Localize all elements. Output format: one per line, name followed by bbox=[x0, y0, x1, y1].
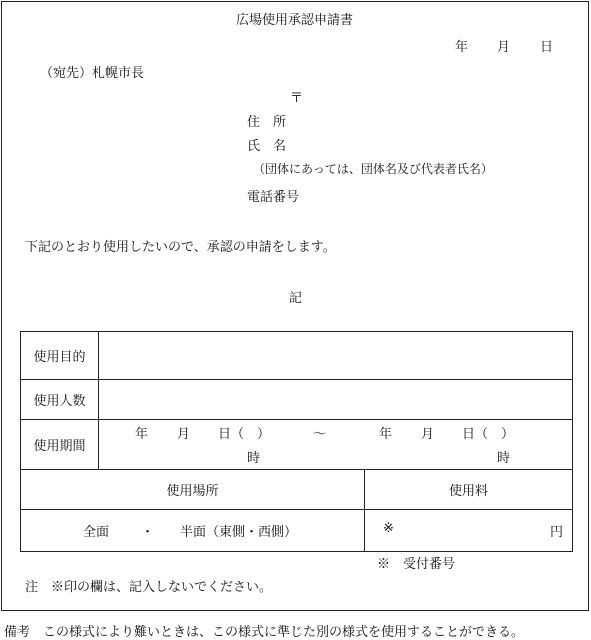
people-label: 使用人数 bbox=[21, 380, 99, 420]
place-label: 使用場所 bbox=[21, 470, 365, 510]
place-half: 半面（東側・西側） bbox=[180, 525, 298, 540]
fee-field bbox=[365, 510, 573, 552]
start-day: 日（ ） bbox=[218, 427, 271, 442]
period-tilde: ～ bbox=[313, 427, 327, 442]
note-text: 注 ※印の欄は、記入しないでください。 bbox=[25, 580, 273, 595]
start-year: 年 bbox=[135, 427, 149, 442]
people-field[interactable] bbox=[99, 380, 573, 420]
purpose-field[interactable] bbox=[99, 332, 573, 380]
period-label: 使用期間 bbox=[21, 420, 99, 470]
table-row bbox=[21, 380, 573, 420]
start-month: 月 bbox=[177, 427, 191, 442]
place-field[interactable] bbox=[21, 510, 365, 552]
group-note: （団体にあっては、団体名及び代表者氏名） bbox=[253, 162, 493, 176]
address-label: 住 所 bbox=[247, 115, 287, 130]
addressee: （宛先）札幌市長 bbox=[40, 66, 145, 81]
place-full: 全面 bbox=[83, 525, 110, 540]
table-row bbox=[21, 420, 573, 470]
start-hour: 時 bbox=[247, 451, 261, 466]
date-day: 日 bbox=[540, 40, 554, 55]
footer-remark: 備考 この様式により難いときは、この様式に準じた別の様式を使用することができる。 bbox=[4, 625, 525, 640]
table-row bbox=[21, 332, 573, 380]
form-title: 広場使用承認申請書 bbox=[235, 13, 353, 28]
fee-unit: 円 bbox=[550, 525, 564, 540]
table-row bbox=[21, 470, 573, 510]
phone-label: 電話番号 bbox=[247, 190, 300, 205]
end-hour: 時 bbox=[497, 451, 511, 466]
end-day: 日（ ） bbox=[462, 427, 515, 442]
fee-label: 使用料 bbox=[365, 470, 573, 510]
table-row bbox=[21, 510, 573, 552]
date-year: 年 bbox=[455, 40, 469, 55]
period-field[interactable] bbox=[99, 420, 573, 470]
application-table bbox=[20, 331, 573, 552]
place-dot: ・ bbox=[141, 525, 155, 540]
fee-mark: ※ bbox=[383, 521, 394, 536]
request-text: 下記のとおり使用したいので、承認の申請をします。 bbox=[25, 240, 336, 255]
name-label: 氏 名 bbox=[247, 139, 287, 154]
date-month: 月 bbox=[497, 40, 511, 55]
purpose-label: 使用目的 bbox=[21, 332, 99, 380]
end-year: 年 bbox=[379, 427, 393, 442]
receipt-number: ※ 受付番号 bbox=[377, 557, 456, 572]
end-month: 月 bbox=[421, 427, 435, 442]
postal-mark: 〒 bbox=[290, 91, 304, 106]
ki-heading: 記 bbox=[289, 291, 303, 306]
